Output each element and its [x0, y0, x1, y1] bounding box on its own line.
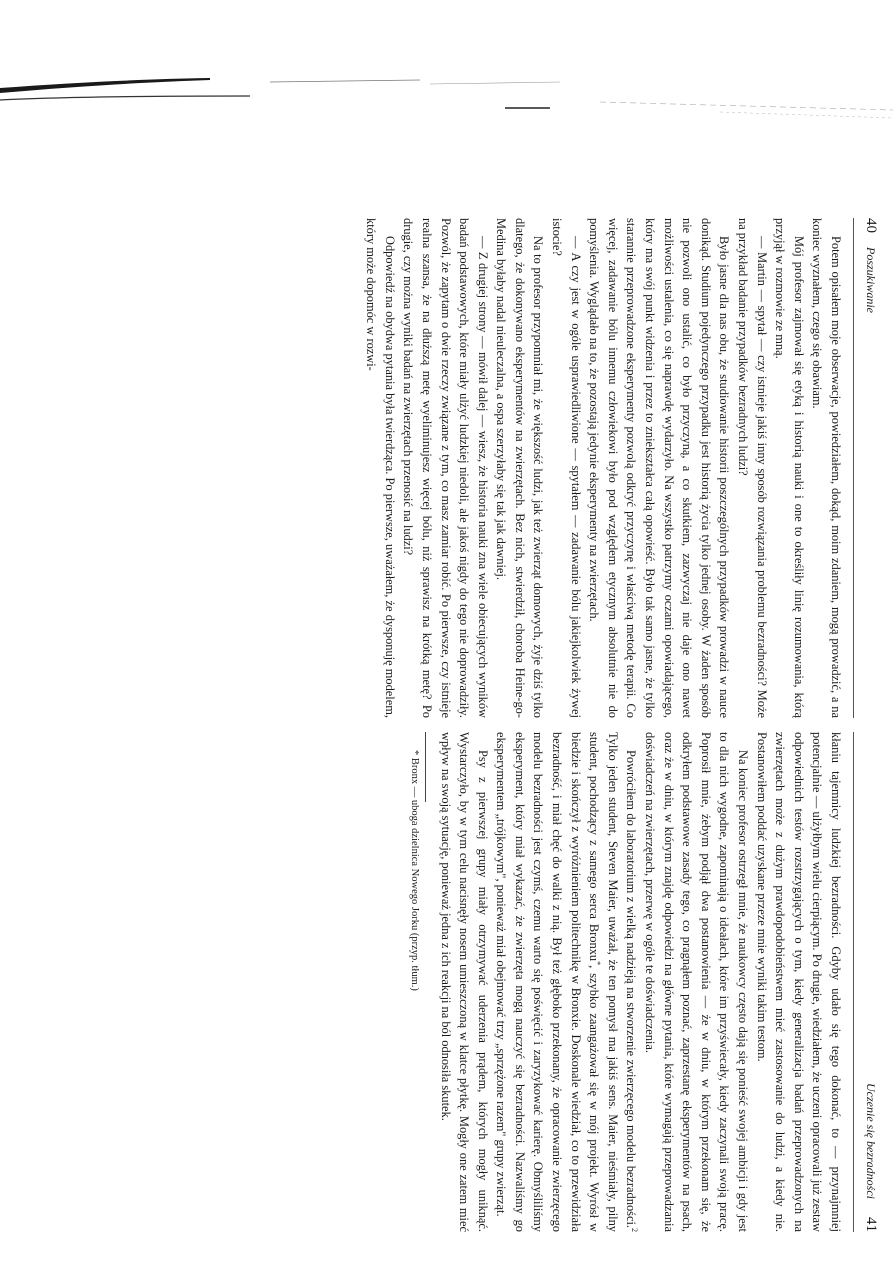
right-page [407, 732, 880, 1232]
paragraph: Psy z pierwszej grupy miały otrzymywać uderzenia prądem, których mogły uniknąć. Wystarczyło, by w tym celu nacisnęły nosem umieszczoną w klatce płytkę. Mogły one zatem mieć wpływ na swoją sytuację, ponieważ jedna z ich reakcji na ból odnosiła skutek. [438, 732, 490, 1232]
paragraph: Na koniec profesor ostrzegł mnie, że naukowcy często dają się ponieść swojej ambicji i gdy jest to dla nich wygodne, zapominają o ideałach, które im przyświecały, kiedy zaczynali swoją pracę. Poprosił mnie, żebym podjął dwa postanowienia — że w dniu, w którym przekonam się, że odkryłem podstawowe zasady tego, co pragnąłem poznać, zaprzestanę eksperymentów na psach, oraz że w dniu, w którym znajdę odpowiedzi na główne pytania, które wymagają przeprowadzania doświadczeń na zwierzętach, przerwę w ogóle te doświadczenia. [643, 732, 751, 1232]
paragraph: — A czy jest w ogóle usprawiedliwione — spytałem — zadawanie bólu jakiejkolwiek żywej istocie? [550, 218, 583, 718]
running-head-title: Uczenie się bezradności [864, 1083, 878, 1199]
paragraph-text: Tylko jeden student, Steven Maier, uważał, że ten pomysł ma jakiś sens. Maier, nieśmiały, pilny student, pochodzący z samego serca Bronxu [587, 732, 620, 1232]
footnote-mark: * [593, 961, 603, 966]
scan-edge-artifacts [0, 0, 893, 200]
paragraph: Potem opisałem moje obserwacje, powiedziałem, dokąd, moim zdaniem, mogą prowadzić, a na koniec wyznałem, czego się obawiam. [810, 218, 843, 718]
footnote: * Bronx — uboga dzielnica Nowego Jorku (przyp. tłum.) [408, 750, 420, 991]
right-running-head [853, 732, 880, 1232]
paragraph-text: Powróciłem do laboratorium z wielką nadzieją na stworzenie zwierzęcego modelu bezradności. [624, 750, 639, 1228]
paragraph: Odpowiedź na obydwa pytania była twierdząca. Po pierwsze, uważałem, że dysponuję modelem, który może dopomóc w rozwi- [364, 218, 397, 718]
paragraph: kłaniu tajemnicy ludzkiej bezradności. Gdyby udało się tego dokonać, to — przynajmniej potencjalnie — ulżyłbym wielu cierpiącym. Po drugie, wiedziałem, że uczeni opracowali już zestaw odpowiednich testów rozstrzygających o tym, kiedy generalizacja badań przeprowadzonych na zwierzętach może z dużym prawdopodobieństwem mieć zastosowanie do ludzi, a kiedy nie. Postanowiłem poddać uzyskane przeze mnie wyniki takim testom. [754, 732, 843, 1232]
page-number: 40 [863, 218, 879, 233]
paragraph: — Martin — spytał — czy istnieje jakiś inny sposób rozwiązania problemu bezradności? Może na przykład badanie przypadków bezradnych ludzi? [736, 218, 769, 718]
paragraph: Mój profesor zajmował się etyką i historią nauki i one to określiły linię rozumowania, którą przyjął w rozmowie ze mną. [773, 218, 806, 718]
running-head-title: Poszukiwanie [864, 247, 878, 313]
footnote-rule [425, 732, 426, 802]
paragraph-text: , szybko zaangażował się w mój projekt. Wyrósł w biedzie i skończył z wyróżnieniem politechnikę w Bronxie. Doskonale wiedział, co to przewidziała bezradność, i miał chęć do walki z nią. Był też głęboko przekonany, że opracowanie zwierzęcego modelu bezradności jest czymś, czemu warto się poświęcić i zaryzykować karierę. Obmyśliliśmy eksperyment, który miał wykazać, że zwierzęta mogą nauczyć się bezradności. Nazwaliśmy go eksperymentem „trójkowym", ponieważ miał obejmować trzy „sprzężone razem" grupy zwierząt. [494, 732, 602, 1232]
paragraph: Było jasne dla nas obu, że studiowanie historii poszczególnych przypadków prowadzi w nauce donikąd. Studium pojedynczego przypadku jest historią życia tylko jednej osoby. W żaden sposób nie pozwoli ono ustalić, co było przyczyną, a co skutkiem, zazwyczaj nie daje ono nawet możliwości ustalenia, co się naprawdę wydarzyło. Na wszystko patrzymy oczami opowiadającego, który ma swój punkt widzenia i przez to zniekształca całą opowieść. Było tak samo jasne, że tylko starannie przeprowadzone eksperymenty pozwolą odkryć przyczynę i właściwą metodę terapii. Co więcej, zadawanie bólu innemu człowiekowi było pod względem etycznym absolutnie nie do pomyślenia. Wyglądało na to, że pozostają jedynie eksperymenty na zwierzętach. [587, 218, 732, 718]
page-number: 41 [863, 1217, 879, 1232]
paragraph [492, 732, 641, 1232]
left-running-head [853, 218, 880, 718]
paragraph: Na to profesor przypomniał mi, że większość ludzi, jak też zwierząt domowych, żyje dziś tylko dlatego, że dokonywano eksperymentów na zwierzętach. Bez nich, stwierdził, choroba Heine-go-Medina byłaby nadal nieuleczalna, a ospa szerzyłaby się tak jak dawniej. [494, 218, 546, 718]
footnote-reference: 2 [630, 1228, 640, 1232]
left-page [362, 218, 880, 718]
paragraph: — Z drugiej strony — mówił dalej — wiesz, że historia nauki zna wiele obiecujących wyników badań podstawowych, które miały ulżyć ludzkiej niedoli, ale jakoś nigdy do tego nie doprowadziły. Pozwól, że zapytam o dwie rzeczy związane z tym, co masz zamiar robić. Po pierwsze, czy istnieje realna szansa, że na dłuższą metę wyeliminujesz więcej bólu, niż sprawisz na krótką metę? Po drugie, czy można wyniki badań na zwierzętach przenosić na ludzi? [401, 218, 490, 718]
